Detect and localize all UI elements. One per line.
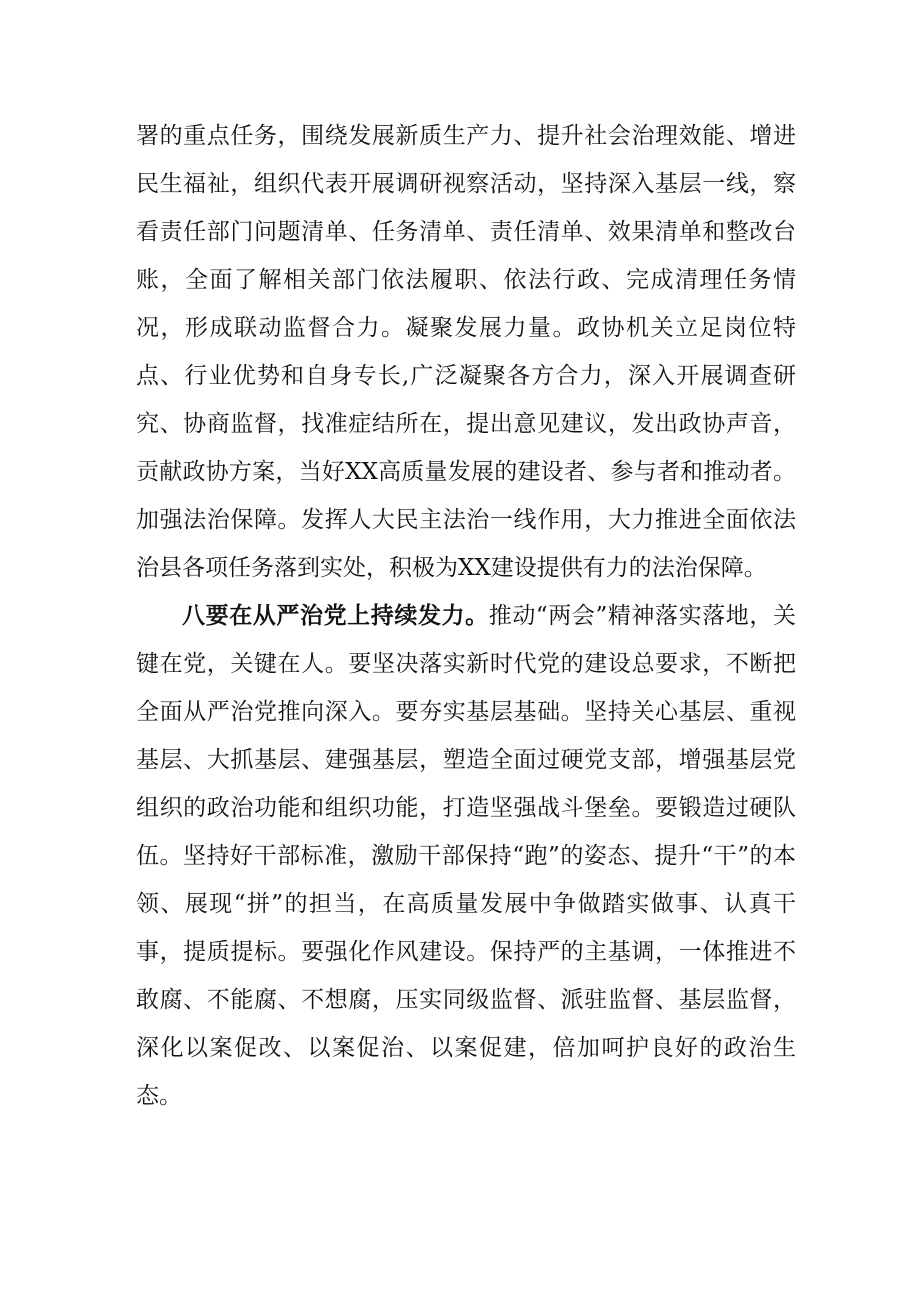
paragraph-continuation <box>136 112 796 592</box>
paragraph-section-eight <box>136 592 796 1120</box>
paragraph-text: 推动“两会”精神落实落地，关键在党，关键在人。要坚决落实新时代党的建设总要求，不断把全面从严治党推向深入。要夯实基层基础。坚持关心基层、重视基层、大抓基层、建强基层，塑造全面过硬党支部，增强基层党组织的政治功能和组织功能，打造坚强战斗堡垒。要锻造过硬队伍。坚持好干部标准，激励干部保持“跑”的姿态、提升“干”的本领、展现“拼”的担当，在高质量发展中争做踏实做事、认真干事，提质提标。要强化作风建设。保持严的主基调，一体推进不敢腐、不能腐、不想腐，压实同级监督、派驻监督、基层监督，深化以案促改、以案促治、以案促建，倍加呵护良好的政治生态。 <box>136 603 796 1109</box>
paragraph-text: 署的重点任务，围绕发展新质生产力、提升社会治理效能、增进民生福祉，组织代表开展调研视察活动，坚持深入基层一线，察看责任部门问题清单、任务清单、责任清单、效果清单和整改台账，全面了解相关部门依法履职、依法行政、完成清理任务情况，形成联动监督合力。凝聚发展力量。政协机关立足岗位特点、行业优势和自身专长,广泛凝聚各方合力，深入开展调查研究、协商监督，找准症结所在，提出意见建议，发出政协声音，贡献政协方案，当好XX高质量发展的建设者、参与者和推动者。加强法治保障。发挥人大民主法治一线作用，大力推进全面依法治县各项任务落到实处，积极为XX建设提供有力的法治保障。 <box>136 123 796 581</box>
document-body <box>136 112 796 1120</box>
section-heading: 八要在从严治党上持续发力。 <box>182 602 489 629</box>
